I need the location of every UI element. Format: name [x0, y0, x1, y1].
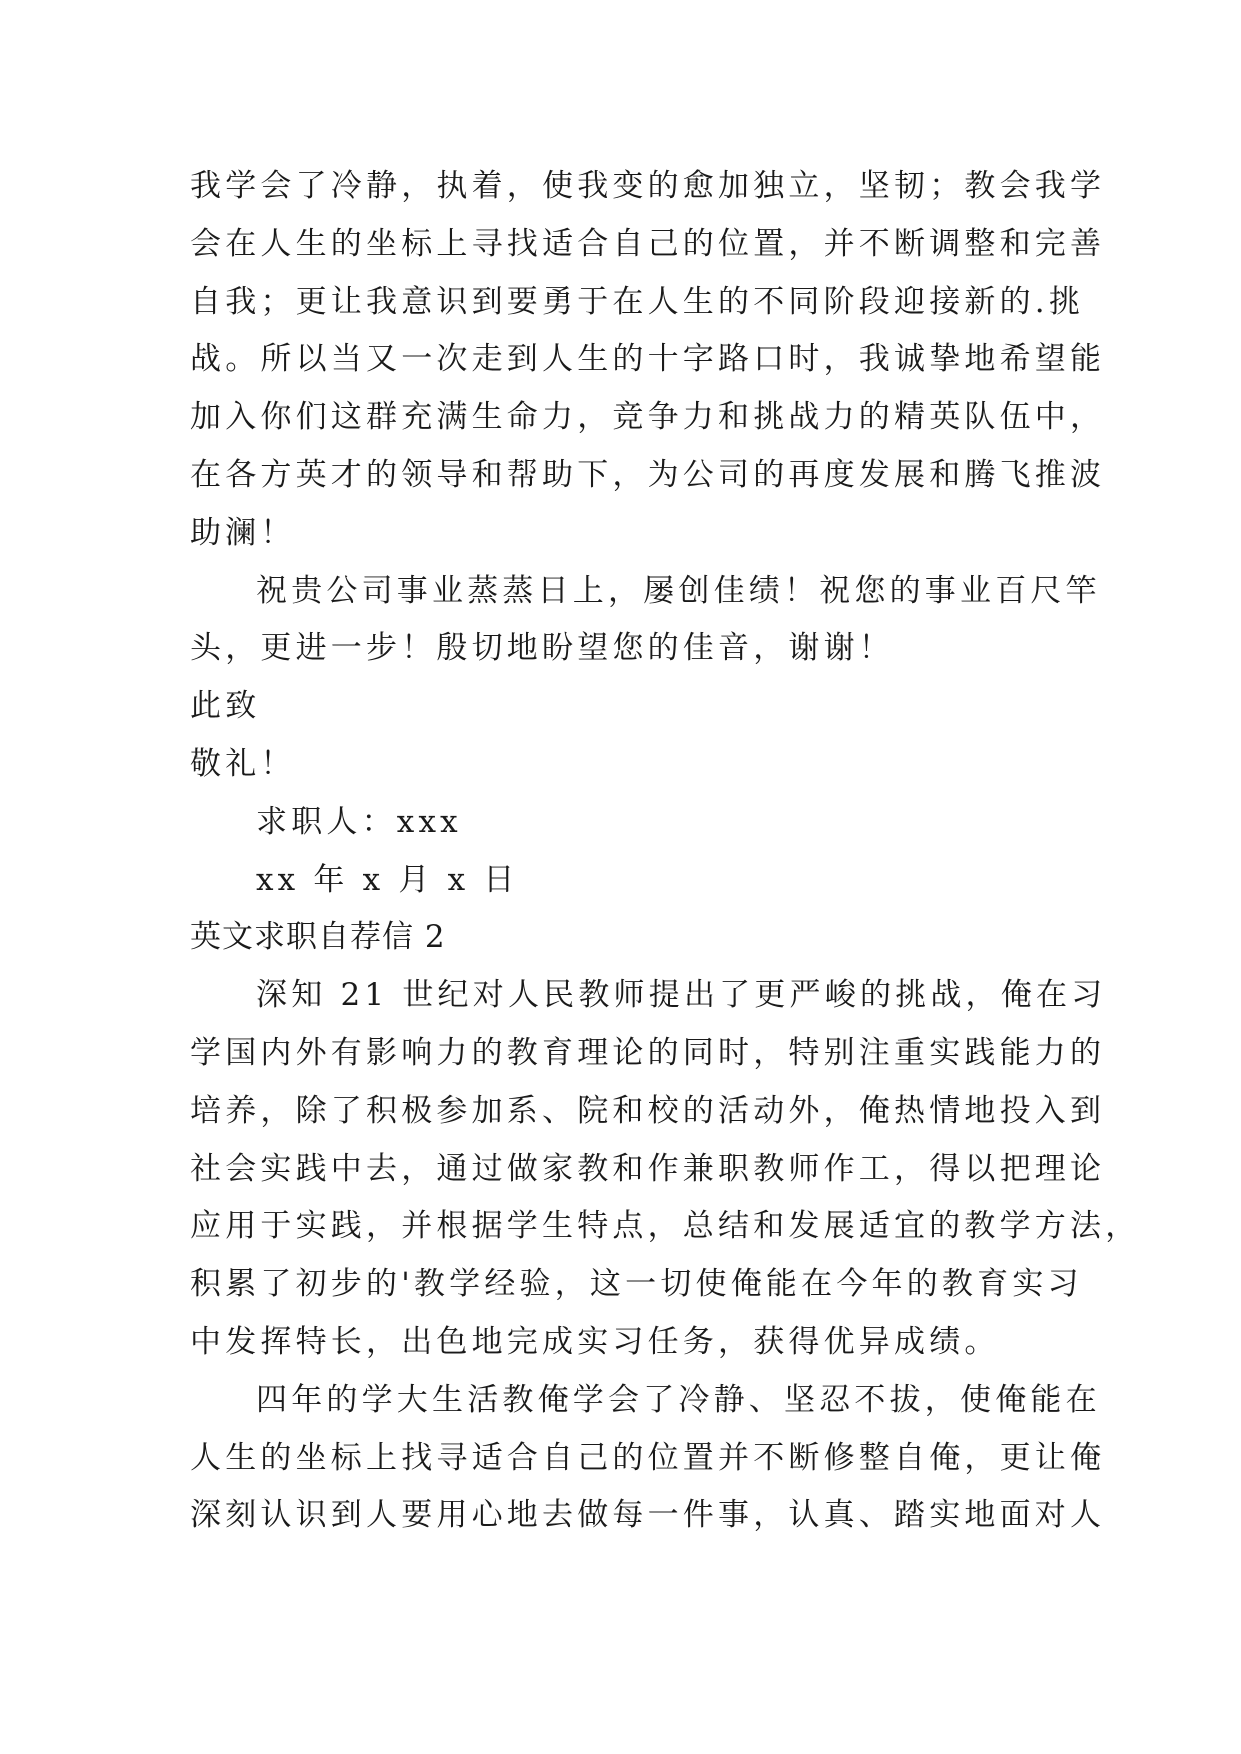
paragraph-line: 中发挥特长，出色地完成实习任务，获得优异成绩。 — [190, 1323, 1000, 1360]
paragraph-line: 战。所以当又一次走到人生的十字路口时，我诚挚地希望能 — [190, 341, 1106, 378]
paragraph-line: 学国内外有影响力的教育理论的同时，特别注重实践能力的 — [190, 1034, 1106, 1071]
paragraph-line: 深刻认识到人要用心地去做每一件事，认真、踏实地面对人 — [190, 1497, 1106, 1534]
paragraph-line: 我学会了冷静，执着，使我变的愈加独立，坚韧；教会我学 — [190, 168, 1106, 204]
paragraph-line: 自我；更让我意识到要勇于在人生的不同阶段迎接新的.挑 — [190, 283, 1085, 320]
document-body — [190, 158, 1141, 1545]
paragraph-line: 在各方英才的领导和帮助下，为公司的再度发展和腾飞推波 — [190, 456, 1106, 493]
paragraph-line: 积累了初步的'教学经验，这一切使俺能在今年的教育实习 — [190, 1266, 1083, 1303]
signature-name: 求职人：xxx — [256, 803, 462, 840]
paragraph-line: 祝贵公司事业蒸蒸日上，屡创佳绩！祝您的事业百尺竿 — [256, 572, 1101, 609]
paragraph-line: 加入你们这群充满生命力，竞争力和挑战力的精英队伍中， — [190, 399, 1106, 436]
section-title: 英文求职自荐信 2 — [190, 919, 446, 956]
paragraph-line: 培养，除了积极参加系、院和校的活动外，俺热情地投入到 — [190, 1092, 1106, 1129]
paragraph-line: 头，更进一步！殷切地盼望您的佳音，谢谢！ — [190, 630, 894, 667]
paragraph-line: 会在人生的坐标上寻找适合自己的位置，并不断调整和完善 — [190, 225, 1106, 262]
paragraph-line: 深知 21 世纪对人民教师提出了更严峻的挑战，俺在习 — [256, 977, 1107, 1014]
closing-salute: 敬礼！ — [190, 745, 296, 782]
paragraph-line: 人生的坐标上找寻适合自己的位置并不断修整自俺，更让俺 — [190, 1439, 1106, 1476]
signature-date: xx 年 x 月 x 日 — [256, 861, 519, 898]
paragraph-line: 助澜！ — [190, 514, 296, 551]
paragraph-line: 应用于实践，并根据学生特点，总结和发展适宜的教学方法， — [190, 1208, 1141, 1245]
closing-greeting: 此致 — [190, 688, 261, 725]
paragraph-line: 四年的学大生活教俺学会了冷静、坚忍不拔，使俺能在 — [256, 1381, 1101, 1418]
paragraph-line: 社会实践中去，通过做家教和作兼职教师作工，得以把理论 — [190, 1150, 1106, 1187]
